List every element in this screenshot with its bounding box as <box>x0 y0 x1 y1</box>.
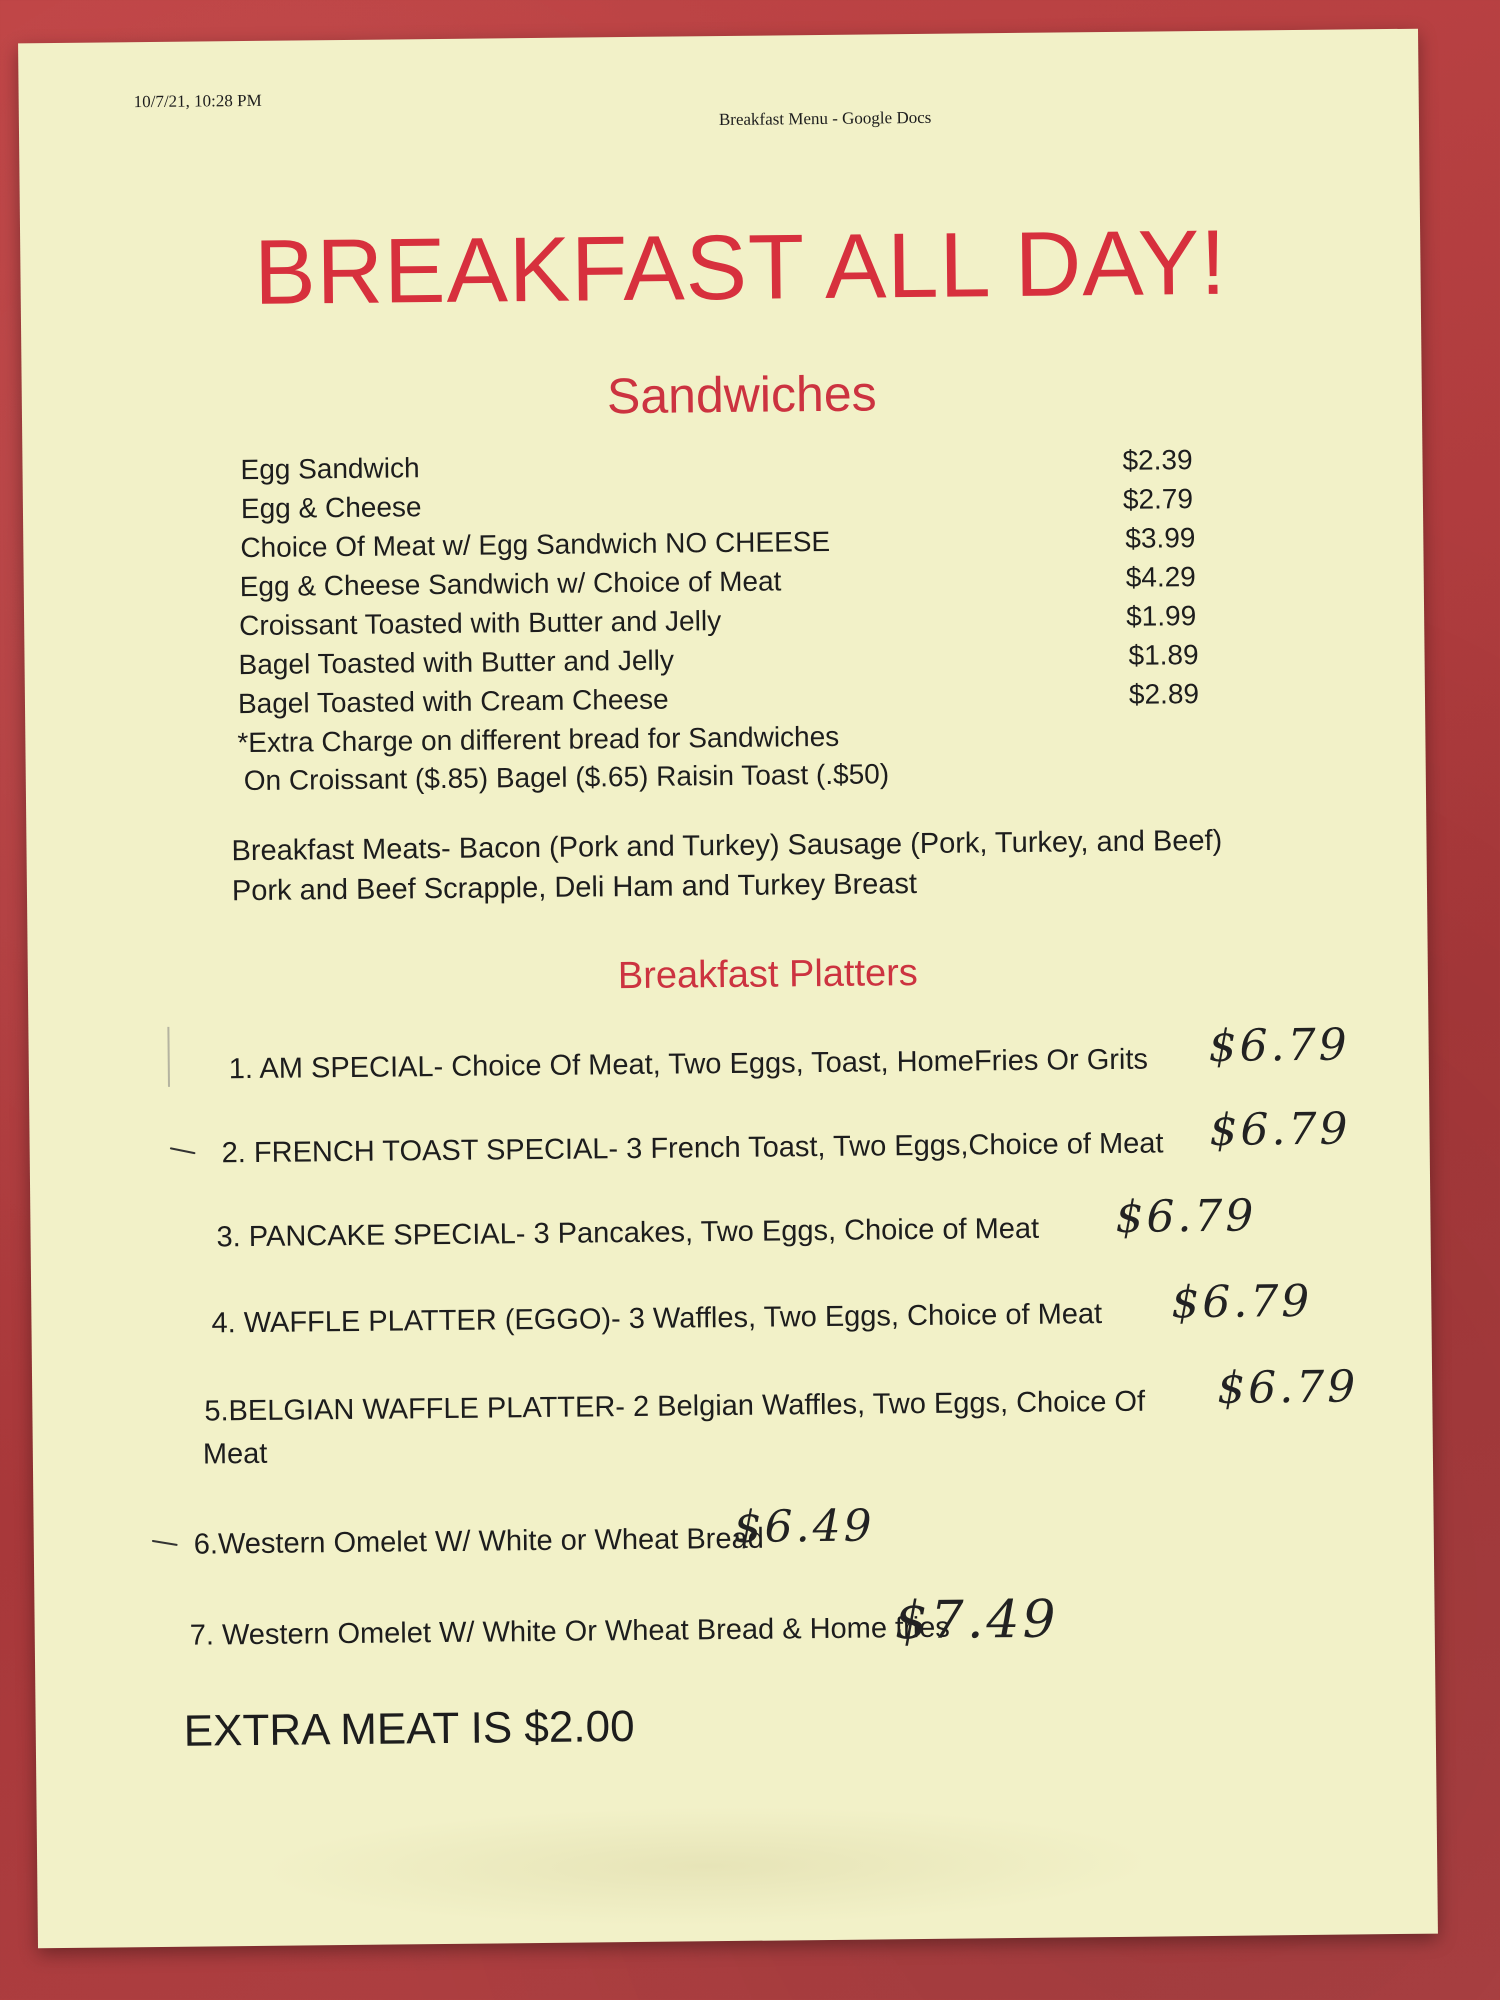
sandwich-price: $4.29 <box>1125 561 1196 593</box>
print-timestamp: 10/7/21, 10:28 PM <box>133 90 262 112</box>
sandwich-name: Bagel Toasted with Butter and Jelly <box>238 644 675 681</box>
handwritten-price: $6.79 <box>1208 1019 1350 1072</box>
bread-charge-note: *Extra Charge on different bread for Sandwiches <box>237 720 840 759</box>
handwritten-price: $6.49 <box>733 1500 875 1553</box>
sandwich-name: Egg Sandwich <box>240 452 420 486</box>
menu-paper <box>18 29 1438 1949</box>
check-mark <box>170 1147 196 1154</box>
check-mark <box>152 1540 178 1546</box>
paper-stain <box>257 1802 1158 1931</box>
platter-item-continued: Meat <box>202 1437 268 1471</box>
sandwich-name: Egg & Cheese Sandwich w/ Choice of Meat <box>239 565 782 603</box>
extra-meat-note: EXTRA MEAT IS $2.00 <box>183 1702 635 1756</box>
sandwich-price: $3.99 <box>1125 522 1196 554</box>
handwritten-price: $6.79 <box>1216 1361 1359 1414</box>
sandwich-price: $2.39 <box>1122 444 1193 476</box>
handwritten-price: $6.79 <box>1209 1103 1351 1156</box>
sandwich-name: Egg & Cheese <box>240 491 422 525</box>
sandwich-name: Croissant Toasted with Butter and Jelly <box>239 605 722 642</box>
platter-item: 5.BELGIAN WAFFLE PLATTER- 2 Belgian Waffles, Two Eggs, Choice Of <box>204 1385 1146 1428</box>
menu-title: BREAKFAST ALL DAY! <box>253 211 1228 324</box>
breakfast-meats: Breakfast Meats- Bacon (Pork and Turkey) Sausage (Pork, Turkey, and Beef) Pork and Beef Scrapple, Deli Ham and Turkey Breast <box>231 824 1223 908</box>
document-title: Breakfast Menu - Google Docs <box>718 107 932 130</box>
sandwich-name: Bagel Toasted with Cream Cheese <box>237 683 669 720</box>
sandwich-price: $1.89 <box>1128 639 1199 671</box>
sandwiches-heading: Sandwiches <box>606 365 877 425</box>
platter-item: 1. AM SPECIAL- Choice Of Meat, Two Eggs, Toast, HomeFries Or Grits <box>228 1043 1149 1086</box>
platter-item: 7. Western Omelet W/ White Or Wheat Bread & Home fries <box>189 1611 951 1652</box>
sandwich-name: Choice Of Meat w/ Egg Sandwich NO CHEESE <box>240 525 831 564</box>
bread-charge-options: On Croissant ($.85) Bagel ($.65) Raisin Toast (.$50) <box>243 758 890 797</box>
platter-item: 2. FRENCH TOAST SPECIAL- 3 French Toast, Two Eggs,Choice of Meat <box>221 1127 1164 1170</box>
platters-heading: Breakfast Platters <box>617 952 919 998</box>
sandwich-price: $2.89 <box>1128 678 1200 710</box>
handwritten-price: $7.49 <box>894 1589 1059 1652</box>
margin-mark <box>167 1027 170 1087</box>
sandwich-price: $1.99 <box>1125 600 1197 632</box>
platter-item: 6.Western Omelet W/ White or Wheat Bread <box>193 1522 764 1561</box>
platter-item: 3. PANCAKE SPECIAL- 3 Pancakes, Two Eggs, Choice of Meat <box>216 1212 1040 1254</box>
handwritten-price: $6.79 <box>1171 1275 1313 1329</box>
sandwich-price: $2.79 <box>1122 483 1194 515</box>
platter-item: 4. WAFFLE PLATTER (EGGO)- 3 Waffles, Two Eggs, Choice of Meat <box>211 1298 1103 1340</box>
handwritten-price: $6.79 <box>1115 1190 1257 1243</box>
